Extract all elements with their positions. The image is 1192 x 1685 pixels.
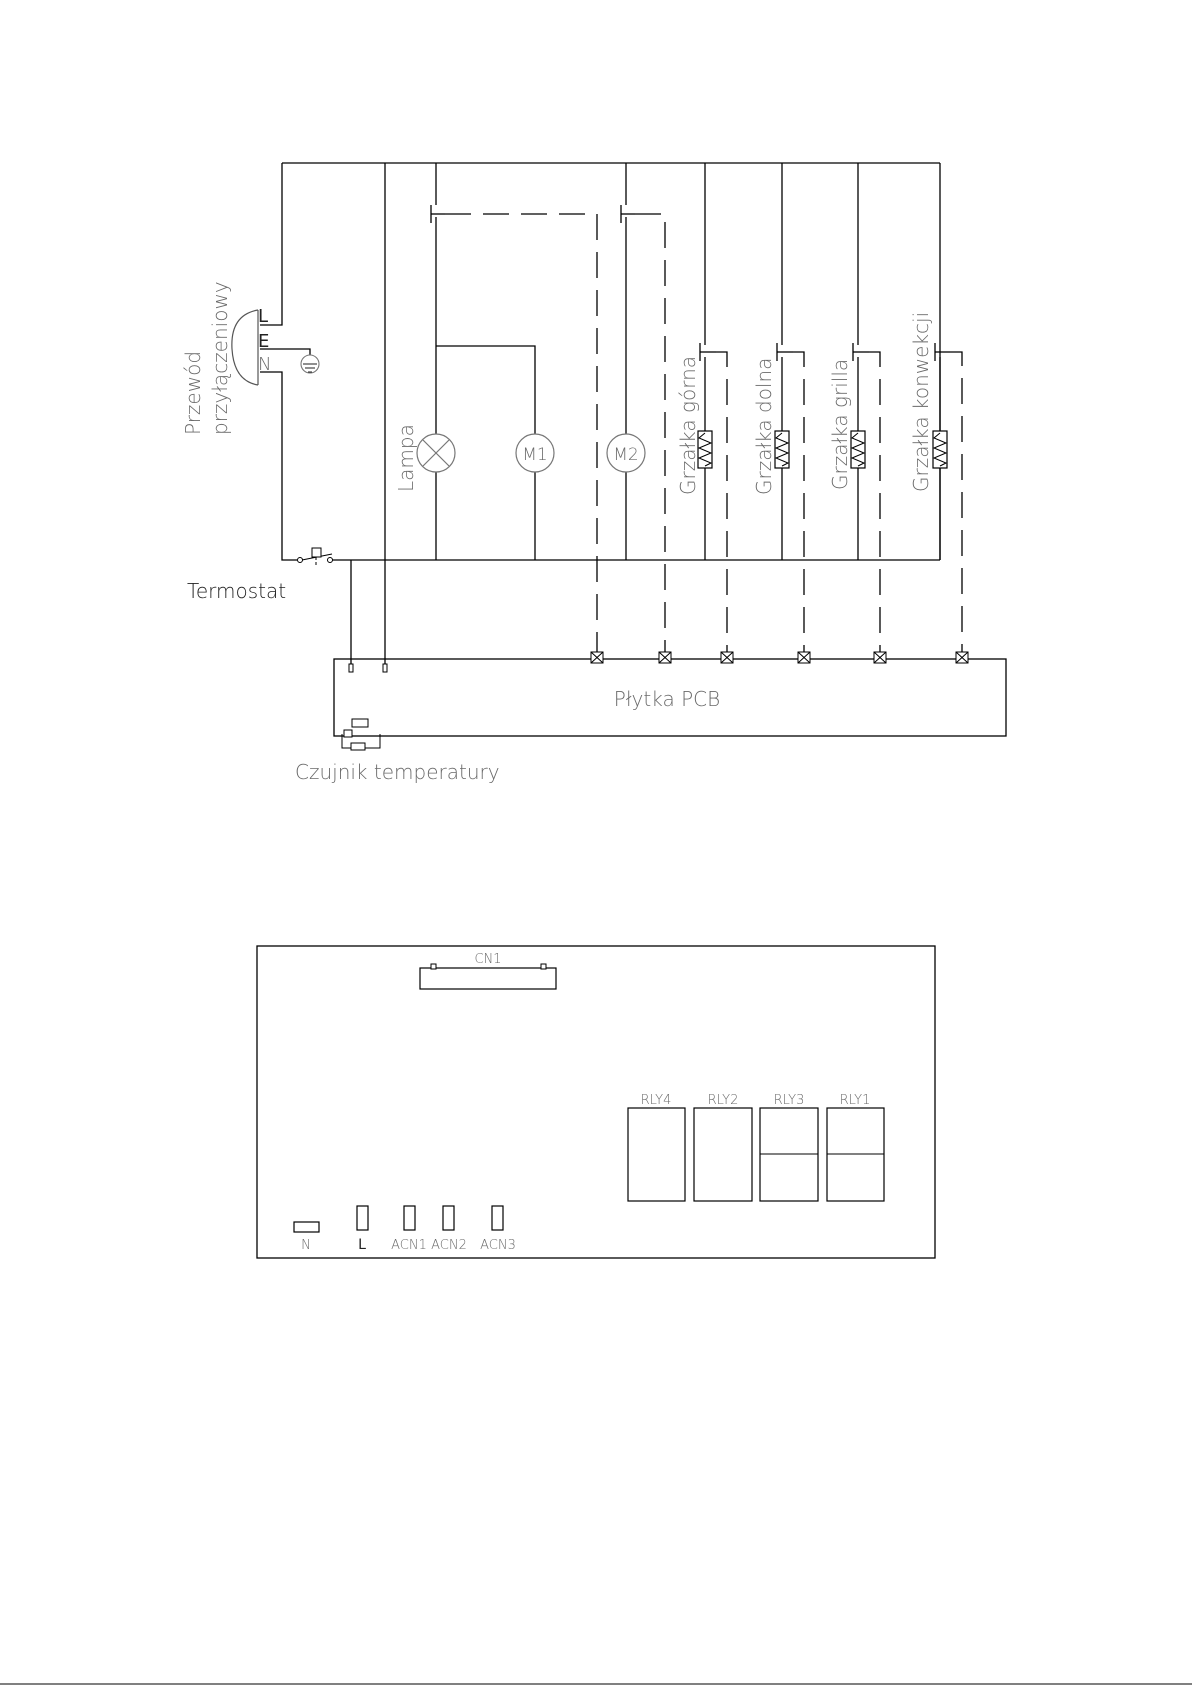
heater-top-resistor-icon xyxy=(698,431,712,468)
heater-grill-label: Grzałka grilla xyxy=(828,358,852,490)
heater-grill-resistor-icon xyxy=(851,431,865,468)
relay-label-1: RLY4 xyxy=(640,1093,672,1108)
pcb-label: Płytka PCB xyxy=(613,687,721,711)
terminal-acn1-label: ACN1 xyxy=(391,1238,427,1253)
pcb-connector-heater-grill xyxy=(874,652,886,663)
control-line-heater-grill xyxy=(869,352,880,652)
pcb-board-layout xyxy=(257,946,935,1258)
ground-icon xyxy=(301,355,319,373)
cable-label-line1: Przewód xyxy=(181,350,205,435)
terminal-e-label: E xyxy=(258,331,270,352)
pcb-connector-heater-top xyxy=(721,652,733,663)
heater-bottom-resistor-icon xyxy=(775,431,789,468)
temperature-sensor-icon xyxy=(342,719,380,750)
pcb-connector-lamp xyxy=(591,652,603,663)
thermostat-icon xyxy=(298,548,333,565)
relay-contact-m2 xyxy=(621,205,635,223)
heater-convection-label: Grzałka konwekcji xyxy=(909,311,933,492)
thermostat-label: Termostat xyxy=(187,579,287,603)
neutral-feed-wire xyxy=(260,372,297,560)
cable-label-line2: przyłączeniowy xyxy=(208,281,232,435)
pcb-terminal-1 xyxy=(349,664,353,672)
terminal-acn2-label: ACN2 xyxy=(431,1238,467,1253)
relay-rly4 xyxy=(628,1108,685,1201)
sensor-label: Czujnik temperatury xyxy=(295,760,500,784)
terminal-l xyxy=(357,1206,368,1230)
cn1-label: CN1 xyxy=(474,952,502,967)
mains-plug-icon xyxy=(232,310,258,385)
pcb-connector-heater-bottom xyxy=(798,652,810,663)
terminal-l-label: L xyxy=(258,306,269,327)
relay-label-3: RLY3 xyxy=(773,1093,805,1108)
control-line-heater-convection xyxy=(950,352,962,652)
relay-contact-heater-top xyxy=(700,343,716,361)
heater-bottom-label: Grzałka dolna xyxy=(752,357,776,495)
relay-contact-heater-grill xyxy=(853,343,869,361)
pcb-connector-m2 xyxy=(659,652,671,663)
control-line-heater-top xyxy=(716,352,727,652)
terminal-acn3-label: ACN3 xyxy=(480,1238,516,1253)
pcb-terminal-2 xyxy=(383,664,387,672)
relay-contact-lamp xyxy=(431,205,445,223)
motor-m1-label: M1 xyxy=(522,445,548,465)
lamp-label: Lampa xyxy=(394,424,418,492)
pcb-board-outline xyxy=(257,946,935,1258)
live-feed-wire xyxy=(260,163,282,325)
heater-convection-resistor-icon xyxy=(933,431,947,468)
terminal-l-board-label: L xyxy=(358,1237,366,1253)
relay-contact-heater-convection xyxy=(935,343,950,361)
pcb-connector-heater-convection xyxy=(956,652,968,663)
terminal-acn2 xyxy=(443,1206,454,1230)
terminal-acn3 xyxy=(492,1206,503,1230)
terminal-n xyxy=(294,1222,319,1232)
control-line-lamp xyxy=(445,214,597,652)
wiring-schematic xyxy=(181,163,1006,784)
lamp-icon xyxy=(417,434,455,472)
relay-label-4: RLY1 xyxy=(839,1093,871,1108)
cn1-pin-left xyxy=(431,964,436,969)
relay-contact-heater-bottom xyxy=(777,343,793,361)
heater-top-label: Grzałka górna xyxy=(676,355,700,495)
cn1-connector xyxy=(420,968,556,989)
terminal-acn1 xyxy=(404,1206,415,1230)
cn1-pin-right xyxy=(541,964,546,969)
relay-label-2: RLY2 xyxy=(707,1093,739,1108)
motor-m2-label: M2 xyxy=(613,445,639,465)
terminal-n-board-label: N xyxy=(301,1238,311,1253)
control-line-heater-bottom xyxy=(793,352,804,652)
relay-rly2 xyxy=(694,1108,752,1201)
control-line-m2 xyxy=(635,214,665,652)
terminal-n-label: N xyxy=(258,354,272,375)
